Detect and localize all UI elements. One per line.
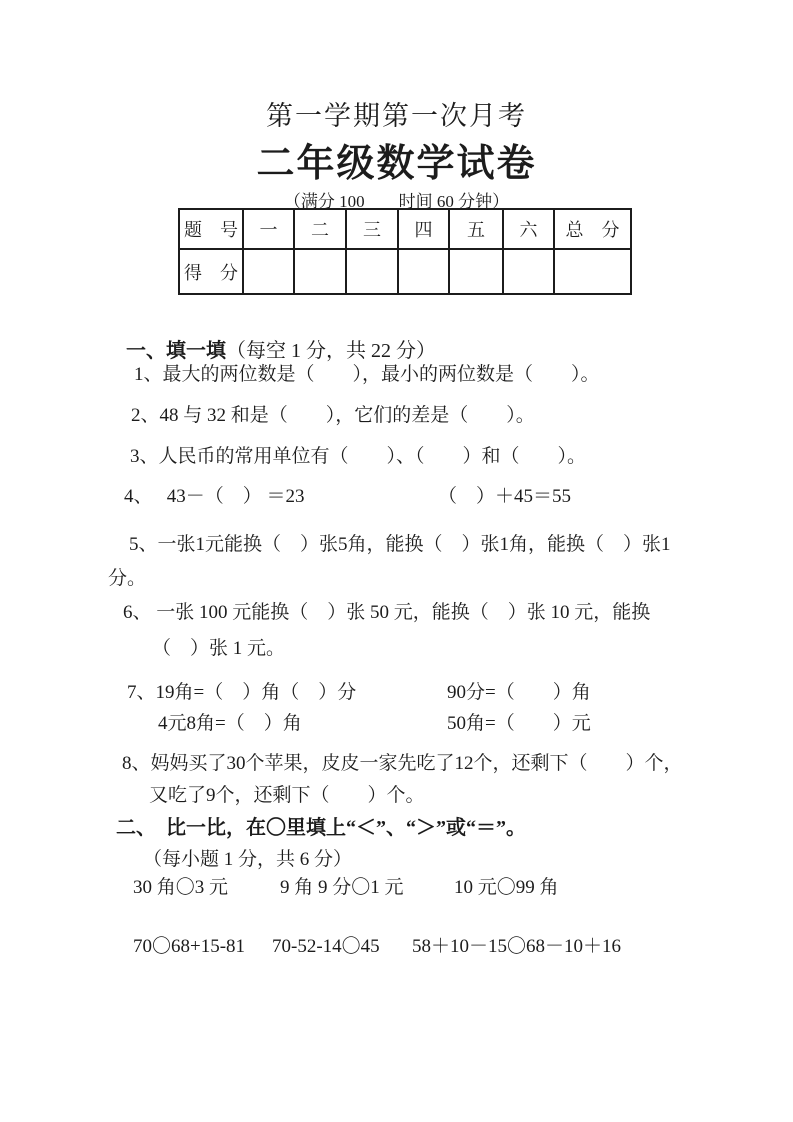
question-8-line2: 又吃了9个，还剩下（ ）个。 <box>149 785 425 806</box>
question-2: 2、48 与 32 和是（ ），它们的差是（ ）。 <box>131 405 535 426</box>
score-table-header-cell: 六 <box>503 209 554 249</box>
score-table-empty-cell <box>449 249 503 294</box>
compare-item: 9 角 9 分〇1 元 <box>280 877 404 898</box>
section1-title: 一、填一填 <box>126 340 226 362</box>
question-1: 1、最大的两位数是（ ），最小的两位数是（ ）。 <box>134 364 600 385</box>
score-table <box>178 208 632 295</box>
question-6-line1: 6、 一张 100 元能换（ ）张 50 元，能换（ ）张 10 元，能换 <box>123 602 651 623</box>
score-table-empty-cell <box>294 249 346 294</box>
section1-heading <box>116 311 436 363</box>
score-table-header-row <box>179 209 631 249</box>
question-7-row2-left: 4元8角=（ ）角 <box>158 713 302 734</box>
question-5-line1: 5、一张1元能换（ ）张5角，能换（ ）张1角，能换（ ）张1 <box>129 534 671 555</box>
compare-item: 10 元〇99 角 <box>454 877 559 898</box>
score-table-empty-cell <box>346 249 398 294</box>
section2-note: （每小题 1 分，共 6 分） <box>143 849 353 870</box>
exam-meta-info: （满分 100 时间 60 分钟） <box>283 192 510 211</box>
question-5-line2: 分。 <box>108 568 147 589</box>
compare-item: 70〇68+15-81 <box>133 936 246 957</box>
score-table-score-row <box>179 249 631 294</box>
score-table-header-cell: 五 <box>449 209 503 249</box>
score-table-empty-cell <box>243 249 294 294</box>
score-table-header-cell: 总 分 <box>554 209 631 249</box>
question-8-line1: 8、妈妈买了30个苹果，皮皮一家先吃了12个，还剩下（ ）个， <box>122 753 683 774</box>
page-subtitle: 二年级数学试卷 <box>256 143 537 185</box>
score-table-empty-cell <box>398 249 449 294</box>
question-4-part1: 4、 43－（ ） ＝23 <box>124 486 305 507</box>
question-6-line2: （ ）张 1 元。 <box>152 638 286 659</box>
section1-title-note: （每空 1 分，共 22 分） <box>226 340 436 362</box>
compare-item: 70-52-14〇45 <box>272 936 380 957</box>
score-table-header-cell: 题 号 <box>179 209 243 249</box>
compare-item: 30 角〇3 元 <box>133 877 229 898</box>
score-table-empty-cell <box>503 249 554 294</box>
score-table-header-cell: 一 <box>243 209 294 249</box>
score-table-header-cell: 二 <box>294 209 346 249</box>
page-title: 第一学期第一次月考 <box>266 101 527 131</box>
question-3: 3、人民币的常用单位有（ ）、（ ）和（ ）。 <box>130 446 587 467</box>
score-table-score-label: 得 分 <box>179 249 243 294</box>
score-table-header-cell: 三 <box>346 209 398 249</box>
section2-heading: 二、 比一比，在〇里填上“＜”、“＞”或“＝”。 <box>116 817 526 839</box>
compare-item: 58＋10－15〇68－10＋16 <box>412 936 622 957</box>
question-7-row2-right: 50角=（ ）元 <box>447 713 591 734</box>
question-7-row1-left: 7、19角=（ ）角（ ）分 <box>127 682 357 703</box>
question-4-part2: （ ）＋45＝55 <box>438 486 572 507</box>
score-table-empty-cell <box>554 249 631 294</box>
score-table-header-cell: 四 <box>398 209 449 249</box>
question-7-row1-right: 90分=（ ）角 <box>447 682 591 703</box>
